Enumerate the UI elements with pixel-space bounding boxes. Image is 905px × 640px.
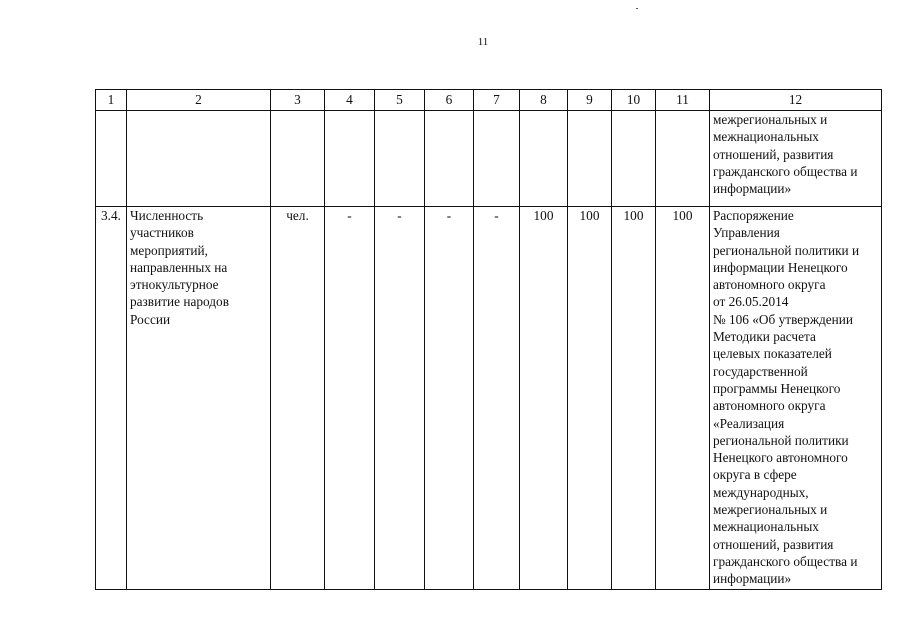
scan-speck: [636, 8, 638, 9]
table-row-3-4: [96, 207, 882, 590]
continuation-basis-text: межрегиональных и межнациональных отношений, развития гражданского общества и информации»: [713, 112, 858, 197]
header-col-12: 12: [710, 90, 882, 111]
table-header-row: [96, 90, 882, 111]
header-col-11: 11: [656, 90, 710, 111]
value-col-4: -: [325, 207, 375, 590]
value-col-8: 100: [520, 207, 568, 590]
indicator-name: Численность участников мероприятий, направленных на этнокультурное развитие народов России: [130, 208, 229, 327]
value-col-7: -: [474, 207, 520, 590]
header-col-3: 3: [271, 90, 325, 111]
header-col-9: 9: [568, 90, 612, 111]
value-col-10: 100: [612, 207, 656, 590]
header-col-7: 7: [474, 90, 520, 111]
value-col-11: 100: [656, 207, 710, 590]
header-col-10: 10: [612, 90, 656, 111]
header-col-8: 8: [520, 90, 568, 111]
header-col-2: 2: [127, 90, 271, 111]
table-row-continuation: [96, 111, 882, 207]
value-col-9: 100: [568, 207, 612, 590]
indicators-table: [95, 89, 882, 590]
row-number: 3.4.: [96, 207, 127, 590]
value-col-6: -: [425, 207, 474, 590]
value-col-5: -: [375, 207, 425, 590]
header-col-5: 5: [375, 90, 425, 111]
page-number: 11: [477, 36, 489, 48]
header-col-1: 1: [96, 90, 127, 111]
header-col-4: 4: [325, 90, 375, 111]
header-col-6: 6: [425, 90, 474, 111]
basis-document-text: Распоряжение Управления региональной политики и информации Ненецкого автономного округа от 26.05.2014 № 106 «Об утверждении Методики расчета целевых показателей государственной программы Ненецкого автономного округа «Реализация региональной политики Ненецкого автономного округа в сфере международных, межрегиональных и межнациональных отношений, развития гражданского общества и информации»: [713, 208, 860, 587]
unit-cell: чел.: [271, 207, 325, 590]
